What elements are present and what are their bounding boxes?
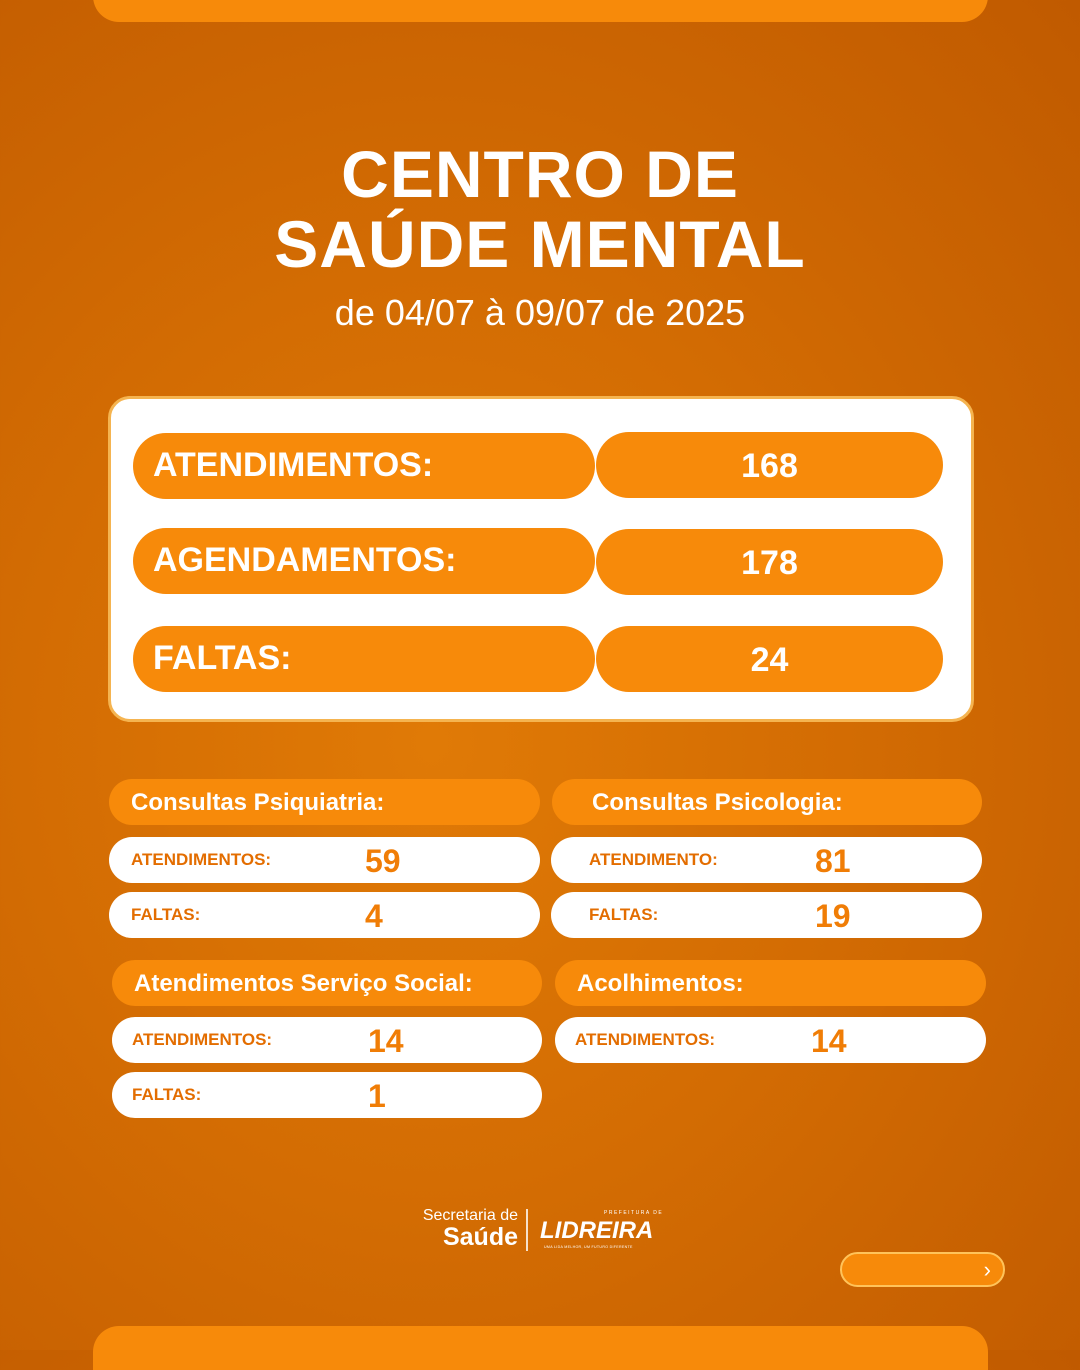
stat-label: FALTAS: xyxy=(131,905,201,924)
prefeitura-logo xyxy=(540,1205,666,1253)
summary-card xyxy=(108,396,974,722)
stat-value: 1 xyxy=(368,1078,386,1114)
prefeitura-top-text: PREFEITURA DE xyxy=(604,1210,664,1216)
logo-divider xyxy=(526,1209,528,1251)
psiquiatria-row-faltas xyxy=(109,892,540,938)
summary-label-agendamentos: AGENDAMENTOS: xyxy=(133,528,595,594)
page-title-line1: CENTRO DE xyxy=(341,137,739,211)
section-servico-social-title: Atendimentos Serviço Social: xyxy=(112,960,542,1006)
stat-value: 14 xyxy=(811,1023,847,1059)
saude-label: Saúde xyxy=(442,1223,518,1251)
stat-value: 19 xyxy=(815,898,851,934)
servico-social-row-atendimentos xyxy=(112,1017,542,1063)
acolhimentos-row-atendimentos xyxy=(555,1017,986,1063)
prefeitura-slogan-text: UMA LIDA MELHOR, UM FUTURO DIFERENTE xyxy=(544,1245,633,1249)
stat-label: ATENDIMENTOS: xyxy=(131,850,272,869)
psicologia-row-faltas xyxy=(551,892,982,938)
secretaria-label: Secretaria de xyxy=(422,1207,518,1224)
section-acolhimentos-title: Acolhimentos: xyxy=(555,960,986,1006)
psiquiatria-row-atendimentos xyxy=(109,837,540,883)
stat-value: 59 xyxy=(365,843,401,879)
stat-label: FALTAS: xyxy=(589,905,659,924)
summary-value-faltas: 24 xyxy=(596,626,943,692)
bottom-decorative-bar xyxy=(93,1326,988,1370)
date-range-subtitle: de 04/07 à 09/07 de 2025 xyxy=(334,292,746,333)
section-psicologia-title: Consultas Psicologia: xyxy=(552,779,982,825)
summary-value-atendimentos: 168 xyxy=(596,432,943,498)
stat-value: 4 xyxy=(365,898,383,934)
servico-social-row-faltas xyxy=(112,1072,542,1118)
summary-label-faltas: FALTAS: xyxy=(133,626,595,692)
next-button[interactable] xyxy=(840,1252,1005,1287)
summary-label-atendimentos: ATENDIMENTOS: xyxy=(133,433,595,499)
top-decorative-bar xyxy=(93,0,988,22)
stat-label: FALTAS: xyxy=(132,1085,202,1104)
psicologia-row-atendimento xyxy=(551,837,982,883)
stat-label: ATENDIMENTOS: xyxy=(132,1030,273,1049)
stat-value: 81 xyxy=(815,843,851,879)
page-title-line2: SAÚDE MENTAL xyxy=(274,207,806,281)
stat-label: ATENDIMENTOS: xyxy=(575,1030,716,1049)
footer-logos xyxy=(396,1205,666,1255)
stat-value: 14 xyxy=(368,1023,404,1059)
stat-label: ATENDIMENTO: xyxy=(589,850,718,869)
prefeitura-name-text: LIDREIRA xyxy=(540,1217,654,1244)
summary-value-agendamentos: 178 xyxy=(596,529,943,595)
chevron-right-icon: › xyxy=(983,1257,991,1282)
section-psiquiatria-title: Consultas Psiquiatria: xyxy=(109,779,540,825)
